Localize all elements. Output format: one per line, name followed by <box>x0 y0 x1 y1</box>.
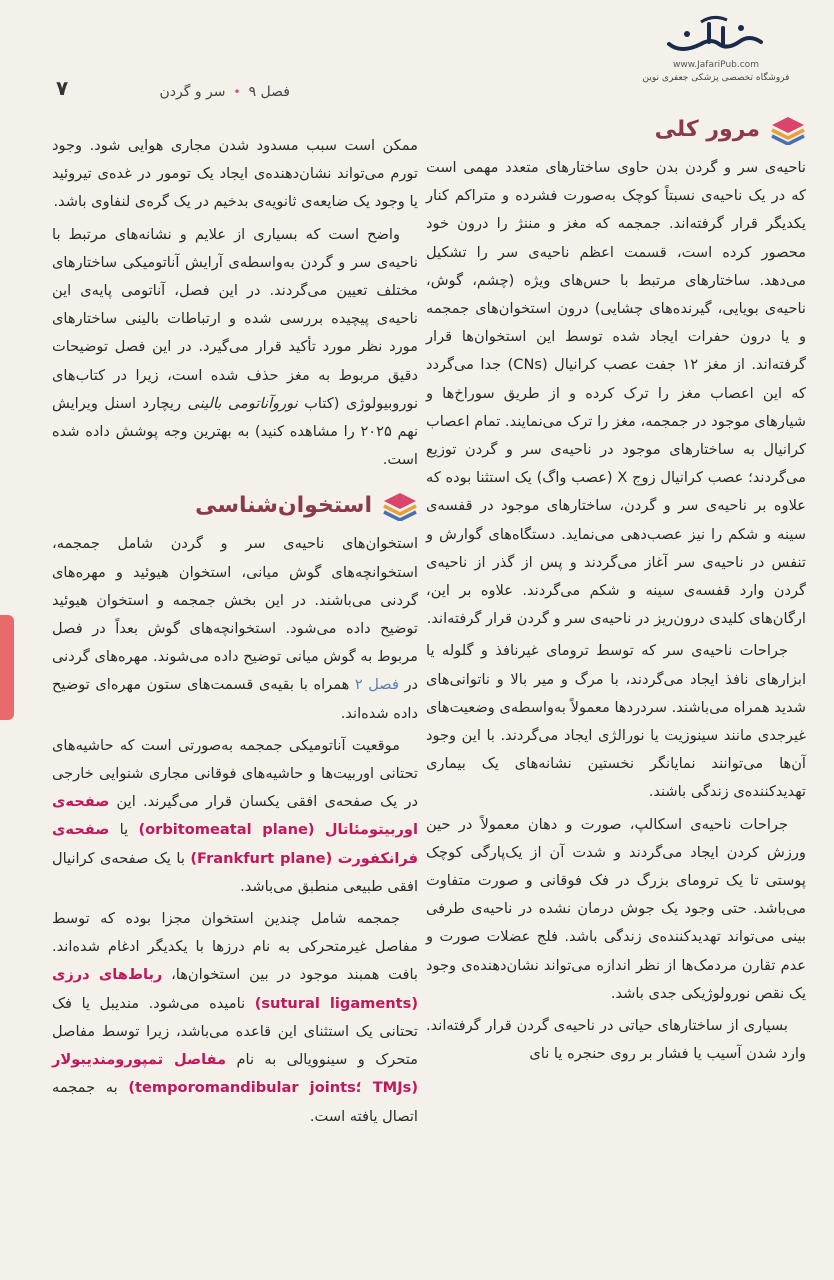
chapter-label: فصل ۹ <box>248 84 290 100</box>
osteo3-text-c: به جمجمه اتصال یافته است. <box>52 1079 418 1125</box>
osteo2-text-b: یا <box>109 821 139 839</box>
separator-dot: • <box>233 85 241 99</box>
osteo-text-b: همراه با بقیه‌ی قسمت‌های ستون مهره‌ای توضیح داده شده‌اند. <box>52 676 418 722</box>
osteo2-text-c: با یک صفحه‌ی کرانیال افقی طبیعی منطبق می‌باشد. <box>52 849 418 895</box>
osteo3-text-a: جمجمه شامل چندین استخوان مجزا بوده که توسط مفاصل غیرمتحرکی به نام درزها با یکدیگر ادغام شده‌اند. بافت همبند موجود در بین استخوان‌ها، <box>52 910 418 984</box>
osteology-paragraph-1 <box>52 530 418 727</box>
osteo3-text-b: نامیده می‌شود. مندیبل یا فک تحتانی یک استثنای این قاعده می‌باشد، زیرا توسط مفاصل متحرک و سینوویالی به نام <box>52 994 418 1069</box>
term-frankfurt: صفحه‌ی فرانکفورت <box>52 821 419 867</box>
section-title-overview <box>426 108 806 152</box>
chapter-2-link[interactable]: فصل ۲ <box>354 676 399 694</box>
intro-paragraph-2 <box>52 221 418 475</box>
chapter-topic: سر و گردن <box>159 84 226 100</box>
osteology-title-text: استخوان‌شناسی <box>195 493 372 519</box>
running-header <box>120 78 290 106</box>
term-orbitomeatal-en: (orbitomeatal plane) <box>138 821 315 839</box>
term-tmj-en: (temporomandibular joints؛ TMJs) <box>128 1079 418 1097</box>
osteo2-text-a: موقعیت آناتومیکی جمجمه به‌صورتی است که حاشیه‌های تحتانی اوربیت‌ها و حاشیه‌های فوقانی مجاری شنوایی خارجی در یک صفحه‌ی افقی یکسان قرار می‌گیرند. این <box>52 736 418 811</box>
page-number: ۷ <box>56 76 69 100</box>
right-column <box>426 108 806 1073</box>
overview-paragraph-3: جراحات ناحیه‌ی اسکالپ، صورت و دهان معمولاً در حین ورزش کردن ایجاد می‌گردند و شدت آن از یک‌پارگی کوچک پوستی تا یک ترومای بزرگ در فک فوقانی و صورت متفاوت می‌باشد. حتی وجود یک جوش درمان نشده در ناحیه‌ی طرفی بینی می‌تواند تهدیدکننده‌ی زندگی باشد. فلج عضلات صورت و عدم تقارن مردمک‌ها از نظر اندازه می‌تواند نشان‌دهنده‌ی وجود یک نقص نورولوژیکی جدی باشد. <box>426 815 806 1002</box>
stacked-layers-icon <box>770 115 806 145</box>
stacked-layers-icon <box>382 491 418 521</box>
term-orbitomeatal: صفحه‌ی اوربیتومئاتال <box>52 793 418 839</box>
term-tmj: مفاصل تمپورومندیبولار <box>52 1051 227 1069</box>
term-sutural-ligaments-en: (sutural ligaments) <box>254 994 418 1012</box>
overview-title-text: مرور کلی <box>654 116 760 142</box>
term-sutural-ligaments: رباط‌های درزی <box>52 966 163 984</box>
osteology-paragraph-3 <box>52 905 418 1131</box>
overview-paragraph-2: جراحات ناحیه‌ی سر که توسط ترومای غیرنافذ و گلوله یا ابزارهای نافذ ایجاد می‌گردند، با مرگ و میر بالا و ناتوانی‌های شدید همراه می‌باشند. سردردها معمولاً به‌واسطه‌ی وضعیت‌های غیرجدی مانند سینوزیت یا نورالژی ایجاد می‌گردند. با این وجود آن‌ها می‌توانند نمایانگر نخستین نشانه‌های یک بیماری تهدیدکننده‌ی زندگی باشند. <box>426 642 806 801</box>
book-title: نوروآناتومی بالینی <box>187 394 298 412</box>
intro-text-b: ریچارد اسنل ویرایش نهم ۲۰۲۵ را مشاهده کنید) به بهترین وجه پوشش داده شده است. <box>52 394 419 469</box>
logo-url: www.JafariPub.com <box>673 60 759 70</box>
jafari-logo-icon <box>661 14 771 60</box>
intro-text-a: واضح است که بسیاری از علایم و نشانه‌های مرتبط با ناحیه‌ی سر و گردن به‌واسطه‌ی آرایش آناتومیکی ساختارهای مختلف تعیین می‌گردند. در این فصل، آناتومی پایه‌ی این ناحیه‌ی پیچیده بررسی شده و ارتباطات بالینی ساختارهای مورد نظر مورد تأکید قرار می‌گیرد. در این فصل توضیحات دقیق مربوط به مغز حذف شده است، زیرا در کتاب‌های نوروبیولوژی (کتاب <box>52 225 419 412</box>
continued-paragraph: ممکن است سبب مسدود شدن مجاری هوایی شود. وجود تورم می‌تواند نشان‌دهنده‌ی ایجاد یک تومور در غده‌ی تیروئید یا وجود یک ضایعه‌ی ثانویه‌ی بدخیم در یک گره‌ی لنفاوی باشد. <box>52 137 418 211</box>
osteo-text-a: استخوان‌های ناحیه‌ی سر و گردن شامل جمجمه، استخوانچه‌های گوش میانی، استخوان هیوئید و مهره‌های گردنی می‌باشند. در این بخش جمجمه و استخوان هیوئید توضیح داده می‌شود. استخوانچه‌های گوش بعداً در فصل مربوط به گوش میانی توضیح داده می‌شوند. مهره‌های گردنی در <box>52 535 418 694</box>
section-title-osteology <box>52 484 418 528</box>
osteology-paragraph-2 <box>52 732 418 901</box>
overview-paragraph-1: ناحیه‌ی سر و گردن بدن حاوی ساختارهای متعدد مهمی است که در یک ناحیه‌ی نسبتاً کوچک به‌صورت فشرده و متراکم کنار یکدیگر قرار گرفته‌اند. جمجمه که مغز و مننژ را درون خود محصور کرده است، قسمت اعظم ناحیه‌ی سر را تشکیل می‌دهد. ساختارهای مرتبط با حس‌های ویژه (چشم، گوش، ناحیه‌ی بویایی، گیرنده‌های چشایی) درون استخوان‌های جمجمه و یا درون حفرات ایجاد شده توسط این استخوان‌ها قرار گرفته‌اند. از مغز ۱۲ جفت عصب کرانیال (CNs) جدا می‌گردد که این اعصاب مغز را ترک کرده و از طریق سوراخ‌ها و شیارهای موجود در جمجمه، مغز را ترک می‌نمایند. تمام اعصاب کرانیال به ساختارهای موجود در ناحیه‌ی سر و گردن توزیع می‌گردند؛ عصب کرانیال زوج X (عصب واگ) یک استثنا بوده که علاوه بر ناحیه‌ی سر و گردن، ساختارهای موجود در قفسه‌ی سینه و شکم را نیز عصب‌دهی می‌نماید. دستگاه‌های گوارش و تنفس در ناحیه‌ی سر آغاز می‌گردند و پس از گذر از ناحیه‌ی گردن وارد قفسه‌ی سینه و شکم می‌گردند. علاوه بر این، ارگان‌های کلیدی درون‌ریز در ناحیه‌ی سر و گردن قرار گرفته‌اند. <box>426 159 806 628</box>
publisher-logo <box>636 14 796 100</box>
left-column <box>52 132 418 1135</box>
page-edge-tab <box>0 615 14 720</box>
logo-subtitle: فروشگاه تخصصی پزشکی جعفری نوین <box>642 73 790 83</box>
term-frankfurt-en: (Frankfurt plane) <box>190 849 333 867</box>
overview-paragraph-4: بسیاری از ساختارهای حیاتی در ناحیه‌ی گردن قرار گرفته‌اند. وارد شدن آسیب یا فشار بر روی حنجره یا نای <box>426 1017 806 1063</box>
